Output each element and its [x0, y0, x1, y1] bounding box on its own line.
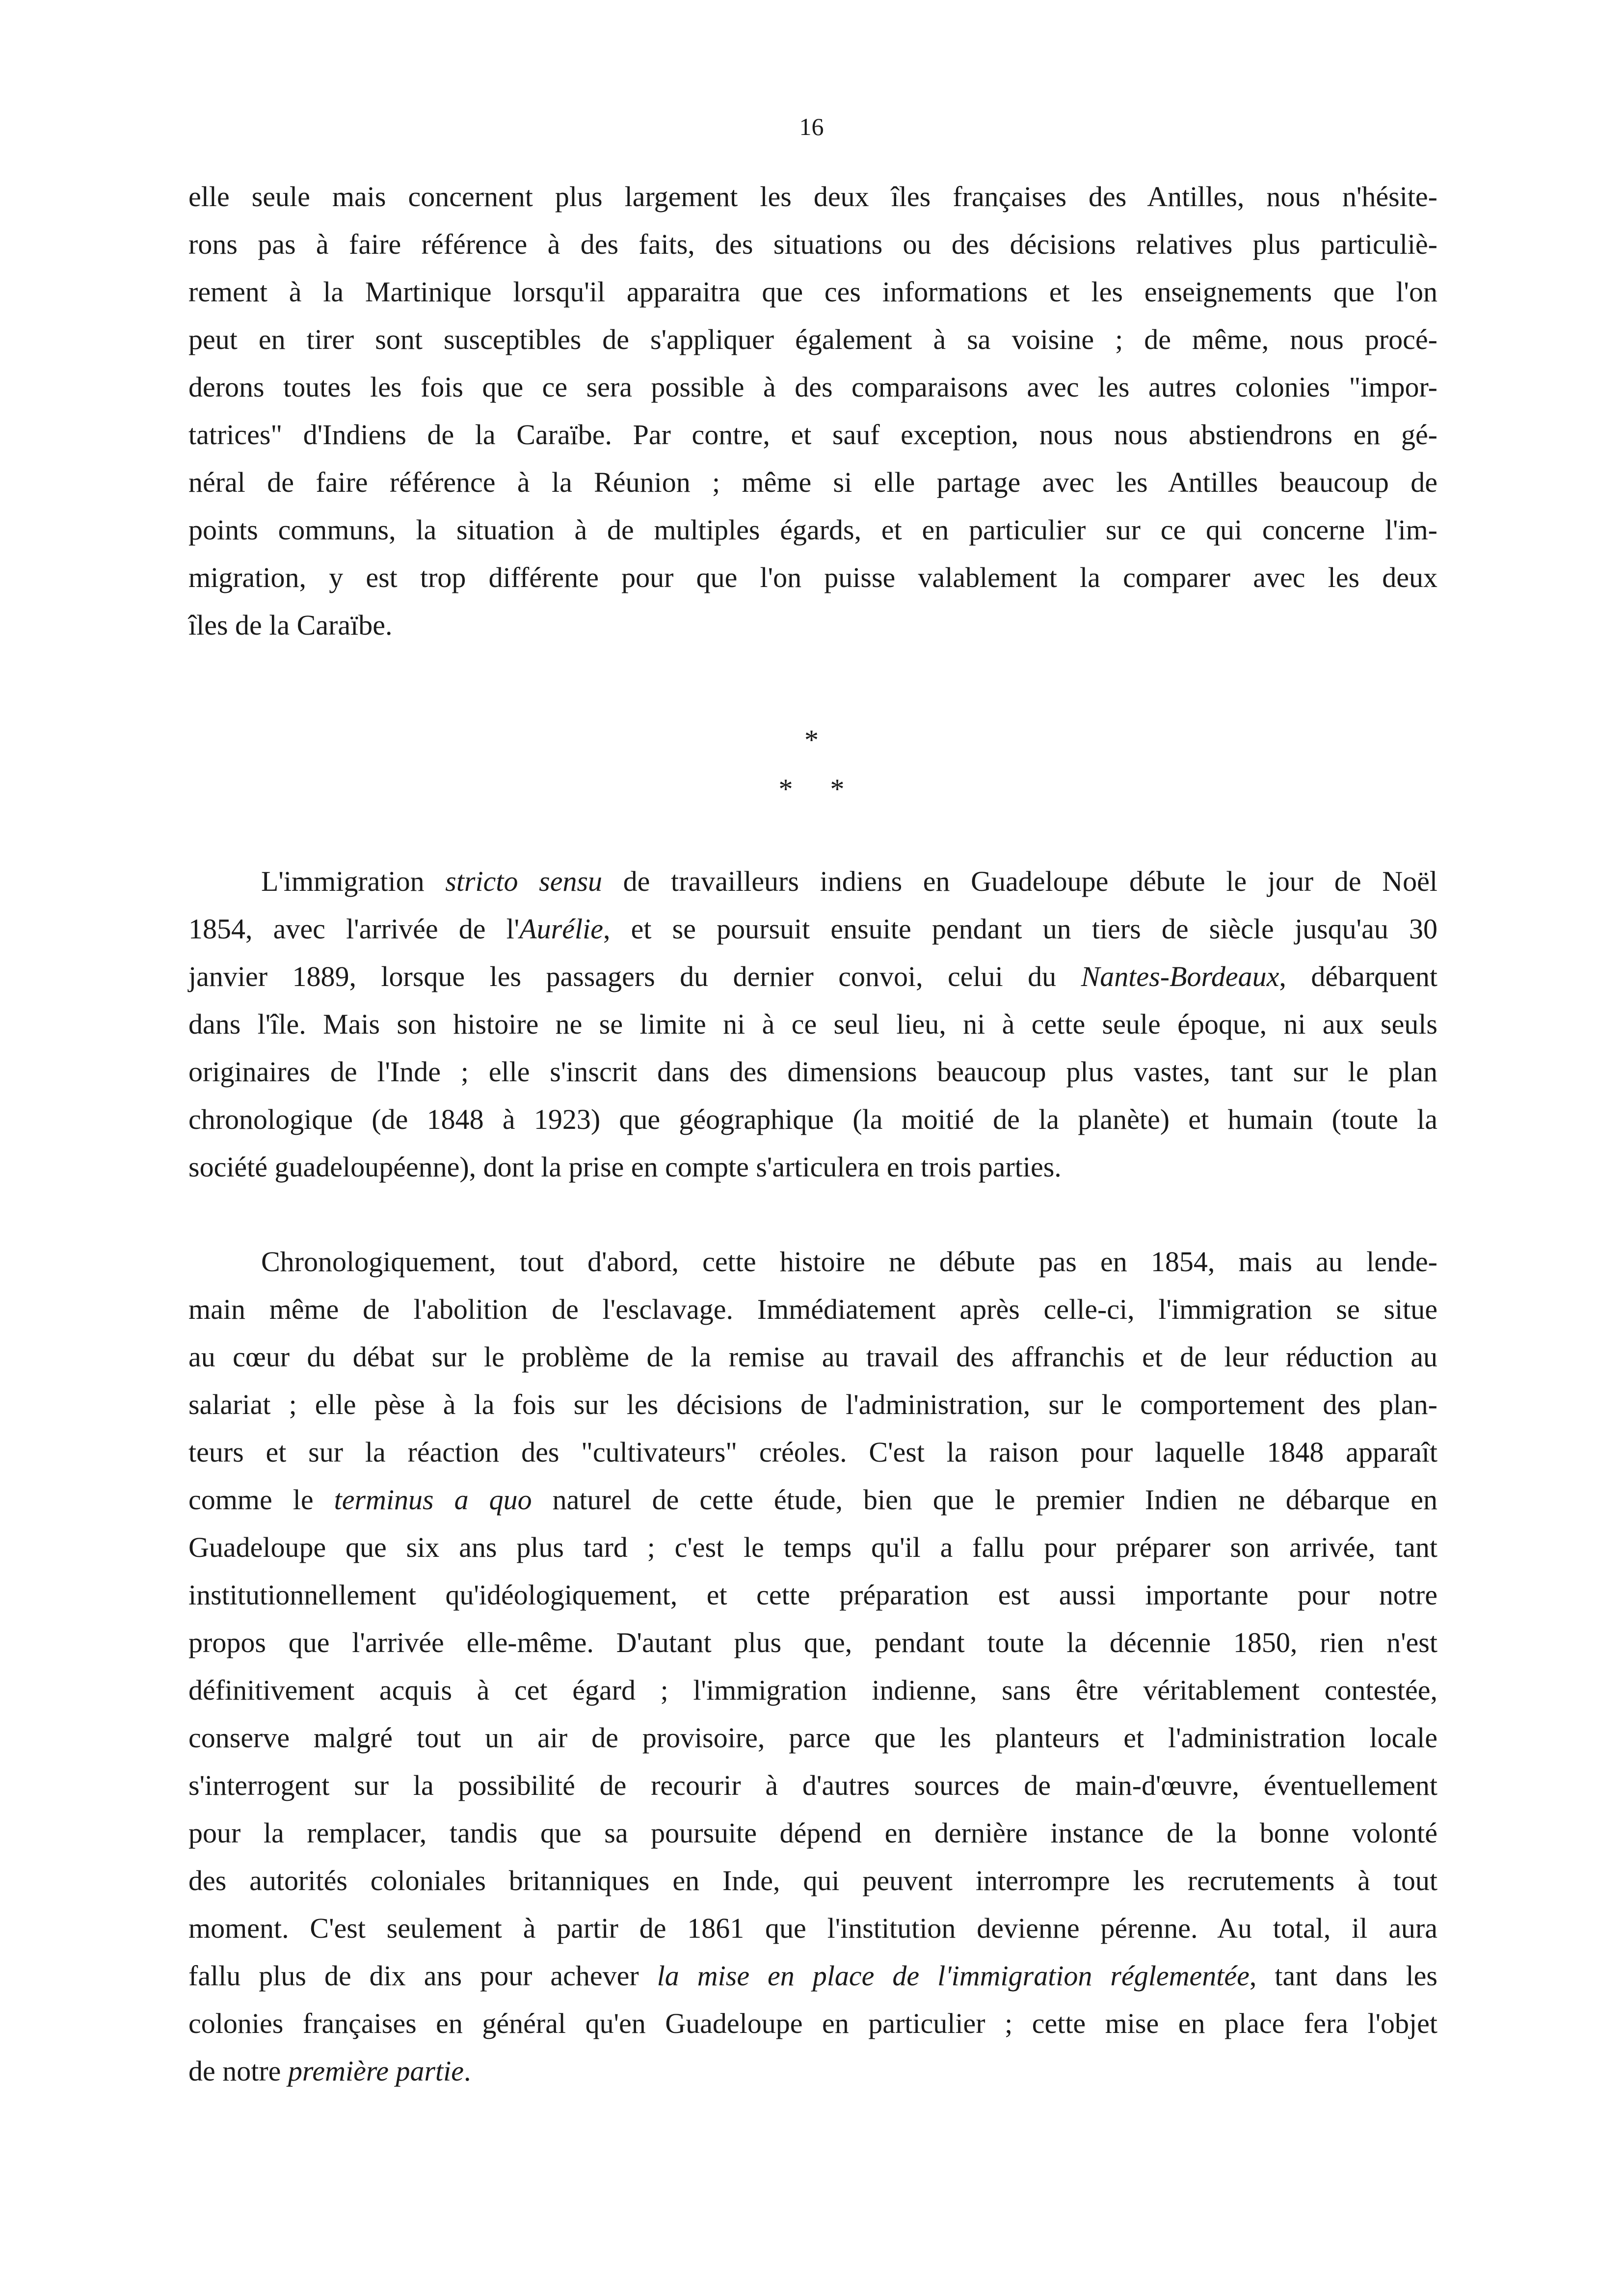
text-segment: de notre — [188, 2055, 288, 2087]
italic-text: Nantes-Bordeaux — [1081, 961, 1279, 992]
text-segment: , débarquent — [1279, 961, 1437, 992]
asterisk: * — [778, 773, 793, 805]
section-separator-bottom — [0, 774, 1623, 804]
text-line — [188, 268, 1437, 316]
text-line — [188, 1714, 1437, 1762]
text-line — [188, 1762, 1437, 1809]
text-segment: institutionnellement qu'idéologiquement, et cette préparation est aussi importante pour notre — [188, 1579, 1437, 1611]
text-segment: colonies françaises en général qu'en Guadeloupe en particulier ; cette mise en place fera l'objet — [188, 2007, 1437, 2039]
text-line — [188, 905, 1437, 953]
paragraph-2 — [188, 857, 1437, 1191]
text-segment: migration, y est trop différente pour que l'on puisse valablement la comparer avec les deux — [188, 561, 1437, 593]
text-segment: moment. C'est seulement à partir de 1861 que l'institution devienne pérenne. Au total, il aura — [188, 1912, 1437, 1944]
text-segment: Guadeloupe que six ans plus tard ; c'est le temps qu'il a fallu pour préparer son arrivée, tant — [188, 1531, 1437, 1563]
text-segment: elle seule mais concernent plus largement les deux îles françaises des Antilles, nous n'hésite- — [188, 181, 1437, 213]
text-segment: janvier 1889, lorsque les passagers du dernier convoi, celui du — [188, 961, 1081, 992]
text-line — [188, 173, 1437, 220]
text-line — [188, 1571, 1437, 1619]
paragraph-3 — [188, 1238, 1437, 2095]
italic-text: terminus a quo — [334, 1484, 532, 1516]
paragraph-text — [188, 1238, 1437, 2095]
text-line — [188, 601, 1437, 649]
text-line — [188, 363, 1437, 411]
text-segment: conserve malgré tout un air de provisoire, parce que les planteurs et l'administration locale — [188, 1722, 1437, 1754]
text-line — [188, 1857, 1437, 1904]
text-line — [188, 1333, 1437, 1381]
text-line — [188, 2000, 1437, 2047]
text-segment: tatrices" d'Indiens de la Caraïbe. Par contre, et sauf exception, nous nous abstiendrons en gé- — [188, 419, 1437, 451]
text-segment: comme le — [188, 1484, 334, 1516]
text-line — [188, 1476, 1437, 1523]
text-line — [188, 1095, 1437, 1143]
text-segment: , tant dans les — [1249, 1960, 1437, 1992]
italic-text: stricto sensu — [445, 865, 603, 897]
text-line — [188, 1428, 1437, 1476]
text-line — [188, 1143, 1437, 1191]
text-segment: s'interrogent sur la possibilité de recourir à d'autres sources de main-d'œuvre, éventuellement — [188, 1769, 1437, 1801]
text-line — [188, 411, 1437, 458]
text-segment: L'immigration — [261, 865, 446, 897]
text-segment: au cœur du débat sur le problème de la remise au travail des affranchis et de leur réduction au — [188, 1341, 1437, 1373]
page-number: 16 — [799, 113, 824, 140]
text-segment: derons toutes les fois que ce sera possible à des comparaisons avec les autres colonies "impor- — [188, 371, 1437, 403]
text-segment: néral de faire référence à la Réunion ; même si elle partage avec les Antilles beaucoup de — [188, 466, 1437, 498]
text-segment: peut en tirer sont susceptibles de s'appliquer également à sa voisine ; de même, nous procé- — [188, 323, 1437, 355]
text-segment: dans l'île. Mais son histoire ne se limite ni à ce seul lieu, ni à cette seule époque, ni aux seuls — [188, 1008, 1437, 1040]
text-line — [188, 1523, 1437, 1571]
italic-text: la mise en place de l'immigration réglementée — [657, 1960, 1250, 1992]
text-line — [188, 506, 1437, 554]
text-line — [188, 316, 1437, 363]
text-line — [188, 1048, 1437, 1095]
text-line — [188, 1809, 1437, 1857]
text-segment: de travailleurs indiens en Guadeloupe débute le jour de Noël — [602, 865, 1437, 897]
text-segment: main même de l'abolition de l'esclavage. Immédiatement après celle-ci, l'immigration se situe — [188, 1293, 1437, 1325]
text-segment: . — [464, 2055, 471, 2087]
text-segment: , et se poursuit ensuite pendant un tiers de siècle jusqu'au 30 — [603, 913, 1437, 945]
paragraph-1 — [188, 173, 1437, 649]
text-segment: société guadeloupéenne), dont la prise en compte s'articulera en trois parties. — [188, 1151, 1062, 1183]
text-line — [188, 1904, 1437, 1952]
text-line — [188, 953, 1437, 1000]
paragraph-text — [188, 857, 1437, 1191]
text-segment: propos que l'arrivée elle-même. D'autant plus que, pendant toute la décennie 1850, rien n'est — [188, 1627, 1437, 1658]
paragraph-text — [188, 173, 1437, 649]
text-segment: salariat ; elle pèse à la fois sur les décisions de l'administration, sur le comportement des plan- — [188, 1388, 1437, 1420]
text-line — [188, 554, 1437, 601]
asterisk: * — [804, 724, 819, 756]
text-segment: points communs, la situation à de multiples égards, et en particulier sur ce qui concerne l'im- — [188, 514, 1437, 546]
text-segment: rement à la Martinique lorsqu'il apparaitra que ces informations et les enseignements que l'on — [188, 276, 1437, 308]
text-line — [188, 2047, 1437, 2095]
italic-text: première partie — [288, 2055, 464, 2087]
text-line — [188, 1381, 1437, 1428]
text-segment: définitivement acquis à cet égard ; l'immigration indienne, sans être véritablement contestée, — [188, 1674, 1437, 1706]
text-segment: îles de la Caraïbe. — [188, 609, 393, 641]
text-segment: 1854, avec l'arrivée de l' — [188, 913, 520, 945]
text-segment: teurs et sur la réaction des "cultivateurs" créoles. C'est la raison pour laquelle 1848 apparaît — [188, 1436, 1437, 1468]
text-line — [188, 458, 1437, 506]
text-line — [188, 1238, 1437, 1285]
text-segment: naturel de cette étude, bien que le premier Indien ne débarque en — [532, 1484, 1438, 1516]
text-line — [188, 220, 1437, 268]
text-segment: chronologique (de 1848 à 1923) que géographique (la moitié de la planète) et humain (toute la — [188, 1103, 1437, 1135]
asterisk: * — [830, 773, 845, 805]
text-line — [188, 1285, 1437, 1333]
text-segment: fallu plus de dix ans pour achever — [188, 1960, 657, 1992]
text-line — [188, 1952, 1437, 2000]
italic-text: Aurélie — [519, 913, 603, 945]
text-segment: Chronologiquement, tout d'abord, cette histoire ne débute pas en 1854, mais au lende- — [261, 1246, 1437, 1278]
text-segment: des autorités coloniales britanniques en Inde, qui peuvent interrompre les recrutements à tout — [188, 1865, 1437, 1896]
text-line — [188, 857, 1437, 905]
text-line — [188, 1666, 1437, 1714]
text-segment: originaires de l'Inde ; elle s'inscrit dans des dimensions beaucoup plus vastes, tant sur le plan — [188, 1056, 1437, 1088]
text-segment: pour la remplacer, tandis que sa poursuite dépend en dernière instance de la bonne volonté — [188, 1817, 1437, 1849]
section-separator-top — [0, 725, 1623, 755]
text-line — [188, 1619, 1437, 1666]
text-segment: rons pas à faire référence à des faits, des situations ou des décisions relatives plus particuliè- — [188, 228, 1437, 260]
text-line — [188, 1000, 1437, 1048]
